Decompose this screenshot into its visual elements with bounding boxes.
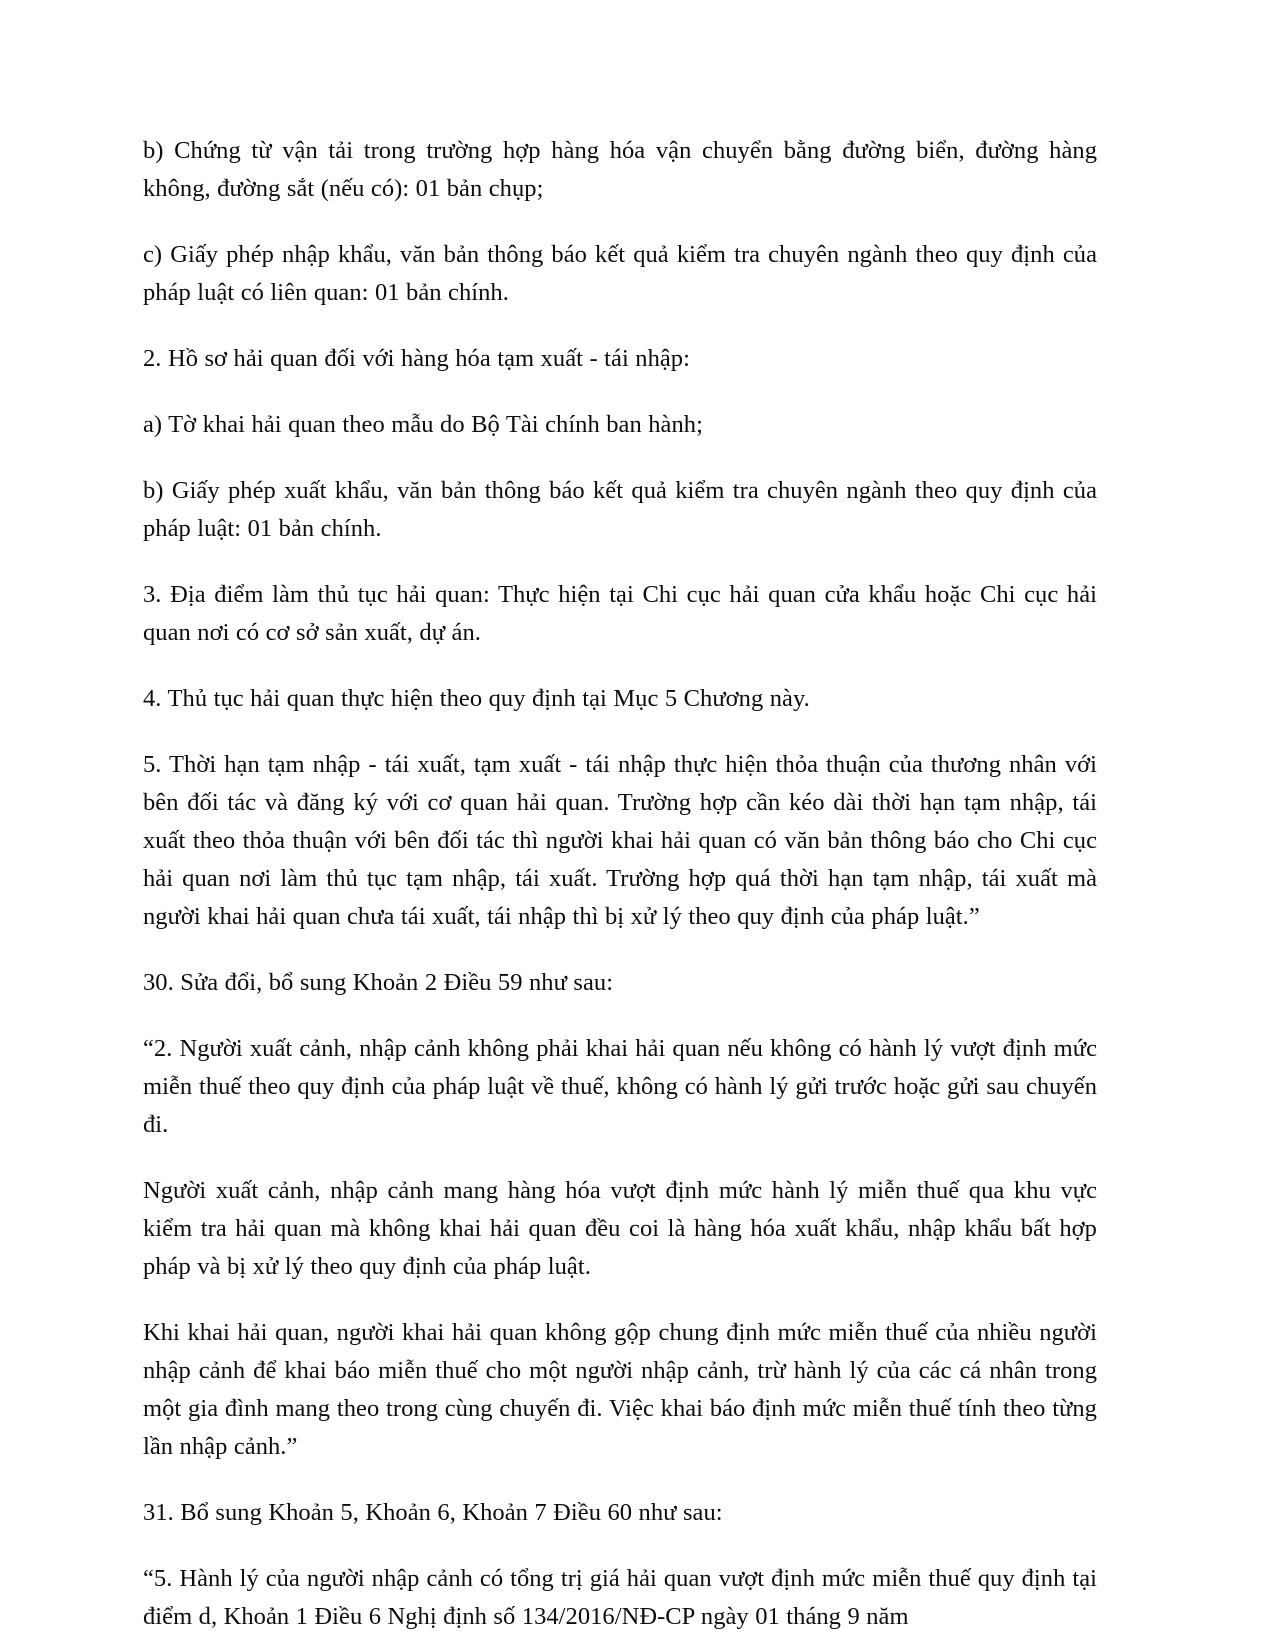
paragraph-khi-khai-hai-quan: Khi khai hải quan, người khai hải quan không gộp chung định mức miễn thuế của nhiều người nhập cảnh để khai báo miễn thuế cho một người nhập cảnh, trừ hành lý của các cá nhân trong một gia đình mang theo trong cùng chuyến đi. Việc khai báo định mức miễn thuế tính theo từng lần nhập cảnh.” [143,1319,1097,1460]
paragraph-2-ho-so-hai-quan: 2. Hồ sơ hải quan đối với hàng hóa tạm xuất - tái nhập: [143,345,690,372]
paragraph-a-to-khai-hai-quan: a) Tờ khai hải quan theo mẫu do Bộ Tài chính ban hành; [143,411,703,438]
paragraph-4-thu-tuc-hai-quan: 4. Thủ tục hải quan thực hiện theo quy định tại Mục 5 Chương này. [143,685,810,712]
paragraph-2-nguoi-xuat-canh: “2. Người xuất cảnh, nhập cảnh không phải khai hải quan nếu không có hành lý vượt định mức miễn thuế theo quy định của pháp luật về thuế, không có hành lý gửi trước hoặc gửi sau chuyến đi. [143,1035,1097,1138]
paragraph-b-chung-tu-van-tai: b) Chứng từ vận tải trong trường hợp hàng hóa vận chuyển bằng đường biển, đường hàng không, đường sắt (nếu có): 01 bản chụp; [143,137,1097,202]
paragraph-nguoi-xuat-canh-mang-hang-hoa: Người xuất cảnh, nhập cảnh mang hàng hóa vượt định mức hành lý miễn thuế qua khu vực kiểm tra hải quan mà không khai hải quan đều coi là hàng hóa xuất khẩu, nhập khẩu bất hợp pháp và bị xử lý theo quy định của pháp luật. [143,1177,1097,1280]
paragraph-5-hanh-ly-nguoi-nhap-canh: “5. Hành lý của người nhập cảnh có tổng trị giá hải quan vượt định mức miễn thuế quy định tại điểm d, Khoản 1 Điều 6 Nghị định số 134/2016/NĐ-CP ngày 01 tháng 9 năm [143,1565,1097,1630]
paragraph-3-dia-diem-lam-thu-tuc: 3. Địa điểm làm thủ tục hải quan: Thực hiện tại Chi cục hải quan cửa khẩu hoặc Chi cục hải quan nơi có cơ sở sản xuất, dự án. [143,581,1097,646]
paragraph-c-giay-phep-nhap-khau: c) Giấy phép nhập khẩu, văn bản thông báo kết quả kiểm tra chuyên ngành theo quy định của pháp luật có liên quan: 01 bản chính. [143,241,1097,306]
paragraph-30-sua-doi-bo-sung: 30. Sửa đổi, bổ sung Khoản 2 Điều 59 như sau: [143,969,614,996]
paragraph-5-thoi-han-tam-nhap: 5. Thời hạn tạm nhập - tái xuất, tạm xuất - tái nhập thực hiện thỏa thuận của thương nhân với bên đối tác và đăng ký với cơ quan hải quan. Trường hợp cần kéo dài thời hạn tạm nhập, tái xuất theo thỏa thuận với bên đối tác thì người khai hải quan có văn bản thông báo cho Chi cục hải quan nơi làm thủ tục tạm nhập, tái xuất. Trường hợp quá thời hạn tạm nhập, tái xuất mà người khai hải quan chưa tái xuất, tái nhập thì bị xử lý theo quy định của pháp luật.” [143,751,1097,930]
paragraph-b-giay-phep-xuat-khau: b) Giấy phép xuất khẩu, văn bản thông báo kết quả kiểm tra chuyên ngành theo quy định của pháp luật: 01 bản chính. [143,477,1097,542]
document-text-body [143,132,1097,1636]
paragraph-31-bo-sung-khoan: 31. Bổ sung Khoản 5, Khoản 6, Khoản 7 Điều 60 như sau: [143,1499,723,1526]
